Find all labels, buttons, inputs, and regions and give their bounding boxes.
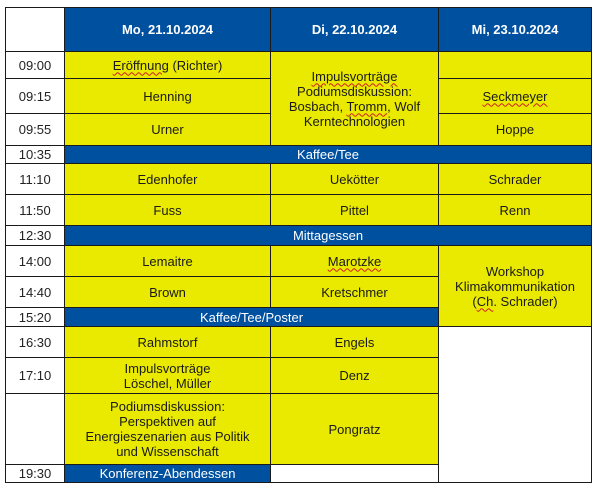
session-cell-wed-0915 bbox=[439, 79, 592, 114]
empty-cell-wed-afternoon bbox=[439, 327, 592, 483]
schedule-row-1630 bbox=[6, 327, 592, 358]
break-bar-coffee-poster: Kaffee/Tee/Poster bbox=[65, 308, 439, 327]
session-text: (Richter) bbox=[168, 57, 223, 73]
session-cell-tue-1440: Kretschmer bbox=[271, 277, 439, 308]
session-cell-mon-1440: Brown bbox=[65, 277, 271, 308]
session-line: Kerntechnologien bbox=[303, 113, 406, 129]
session-cell-mon-0955: Urner bbox=[65, 114, 271, 146]
session-cell-mon-1710 bbox=[65, 358, 271, 394]
spellcheck-word: Ch bbox=[476, 293, 494, 309]
spellcheck-word: Impulsvorträge bbox=[311, 68, 398, 84]
session-cell-mon-podium bbox=[65, 394, 271, 465]
break-bar-coffee: Kaffee/Tee bbox=[65, 146, 592, 164]
spellcheck-word: Eröffnung bbox=[112, 57, 169, 73]
time-cell: 19:30 bbox=[6, 465, 65, 483]
session-line: und Wissenschaft bbox=[116, 444, 219, 459]
time-cell: 10:35 bbox=[6, 146, 65, 164]
session-cell-mon-1150: Fuss bbox=[65, 195, 271, 226]
time-cell: 17:10 bbox=[6, 358, 65, 394]
session-cell-wed-0900 bbox=[439, 52, 592, 79]
time-cell: 11:50 bbox=[6, 195, 65, 226]
time-cell: 09:15 bbox=[6, 79, 65, 114]
session-cell-wed-1150: Renn bbox=[439, 195, 592, 226]
session-line bbox=[273, 69, 436, 84]
time-cell: 16:30 bbox=[6, 327, 65, 358]
header-row bbox=[6, 8, 592, 52]
spellcheck-word: Tromm bbox=[346, 98, 388, 114]
time-cell: 09:00 bbox=[6, 52, 65, 79]
time-cell: 09:55 bbox=[6, 114, 65, 146]
day-header-wednesday: Mi, 23.10.2024 bbox=[439, 8, 592, 52]
break-bar-dinner: Konferenz-Abendessen bbox=[65, 465, 271, 483]
day-header-monday: Mo, 21.10.2024 bbox=[65, 8, 271, 52]
session-line bbox=[273, 99, 436, 114]
time-cell: 15:20 bbox=[6, 308, 65, 327]
session-cell-mon-1110: Edenhofer bbox=[65, 164, 271, 195]
corner-cell bbox=[6, 8, 65, 52]
session-text: Bosbach, bbox=[288, 98, 347, 114]
spellcheck-word: Seckmeyer bbox=[482, 88, 548, 104]
conference-schedule-table bbox=[5, 7, 592, 483]
break-row-1230 bbox=[6, 226, 592, 246]
session-cell-tue-podium: Pongratz bbox=[271, 394, 439, 465]
schedule-row-1110 bbox=[6, 164, 592, 195]
session-line: Impulsvorträge bbox=[124, 360, 211, 376]
break-row-1035 bbox=[6, 146, 592, 164]
session-line: Workshop bbox=[485, 263, 545, 279]
session-cell-mon-1630: Rahmstorf bbox=[65, 327, 271, 358]
session-cell-wed-0955: Hoppe bbox=[439, 114, 592, 146]
session-line: Perspektiven auf bbox=[119, 414, 216, 429]
session-line bbox=[441, 294, 589, 309]
session-cell-tue-1400 bbox=[271, 246, 439, 277]
session-line: Podiumsdiskussion: bbox=[297, 83, 412, 99]
session-cell-tue-1710: Denz bbox=[271, 358, 439, 394]
session-line: Klimakommunikation bbox=[455, 278, 575, 294]
time-cell: 11:10 bbox=[6, 164, 65, 195]
session-cell-tue-1630: Engels bbox=[271, 327, 439, 358]
time-cell bbox=[6, 394, 65, 465]
session-text: , Wolf bbox=[387, 98, 421, 114]
schedule-row-0900 bbox=[6, 52, 592, 79]
session-cell-wed-workshop bbox=[439, 246, 592, 327]
session-cell-mon-1400: Lemaitre bbox=[65, 246, 271, 277]
session-line: Energieszenarien aus Politik bbox=[85, 429, 250, 444]
session-line: Löschel, Müller bbox=[123, 375, 212, 391]
day-header-tuesday: Di, 22.10.2024 bbox=[271, 8, 439, 52]
session-cell-mon-0900 bbox=[65, 52, 271, 79]
time-cell: 12:30 bbox=[6, 226, 65, 246]
session-cell-mon-0915: Henning bbox=[65, 79, 271, 114]
empty-cell-tue-1930 bbox=[271, 465, 439, 483]
session-text: . Schrader) bbox=[493, 293, 558, 309]
schedule-row-1150 bbox=[6, 195, 592, 226]
session-cell-wed-1110: Schrader bbox=[439, 164, 592, 195]
session-cell-tue-1110: Uekötter bbox=[271, 164, 439, 195]
break-bar-lunch: Mittagessen bbox=[65, 226, 592, 246]
session-cell-tue-1150: Pittel bbox=[271, 195, 439, 226]
spellcheck-word: Marotzke bbox=[327, 253, 382, 269]
session-cell-tue-0900-block bbox=[271, 52, 439, 146]
time-cell: 14:40 bbox=[6, 277, 65, 308]
time-cell: 14:00 bbox=[6, 246, 65, 277]
session-text: ( bbox=[472, 293, 477, 309]
schedule-row-1400 bbox=[6, 246, 592, 277]
session-line: Podiumsdiskussion: bbox=[110, 399, 225, 414]
